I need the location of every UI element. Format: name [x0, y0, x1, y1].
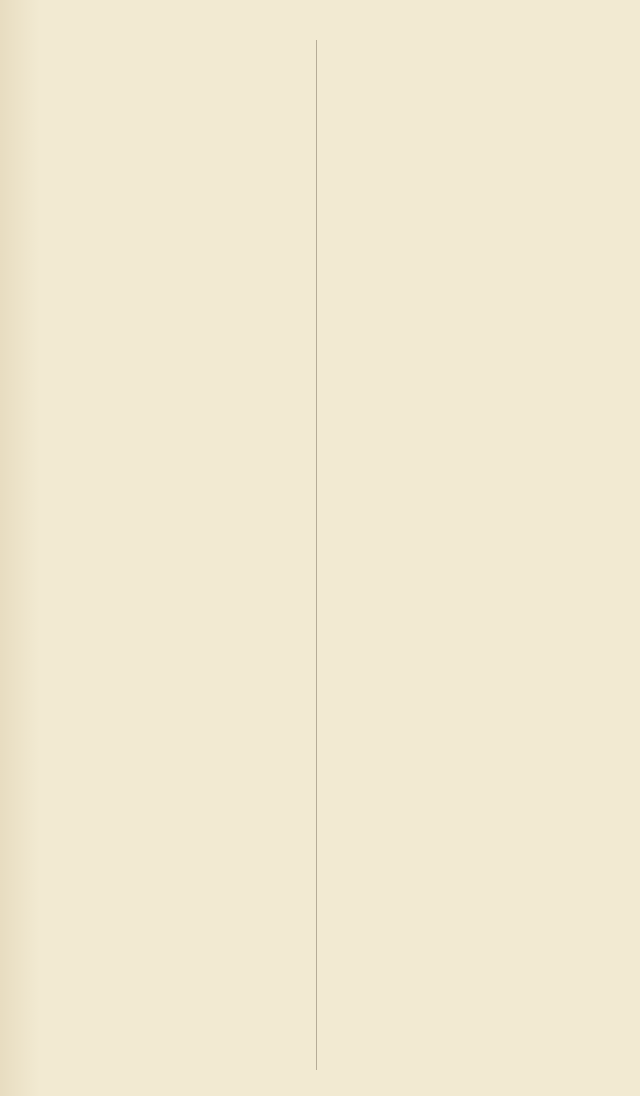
- running-head: [18, 8, 624, 30]
- page-edge-shading: [0, 0, 40, 1096]
- column-divider: [316, 40, 317, 1070]
